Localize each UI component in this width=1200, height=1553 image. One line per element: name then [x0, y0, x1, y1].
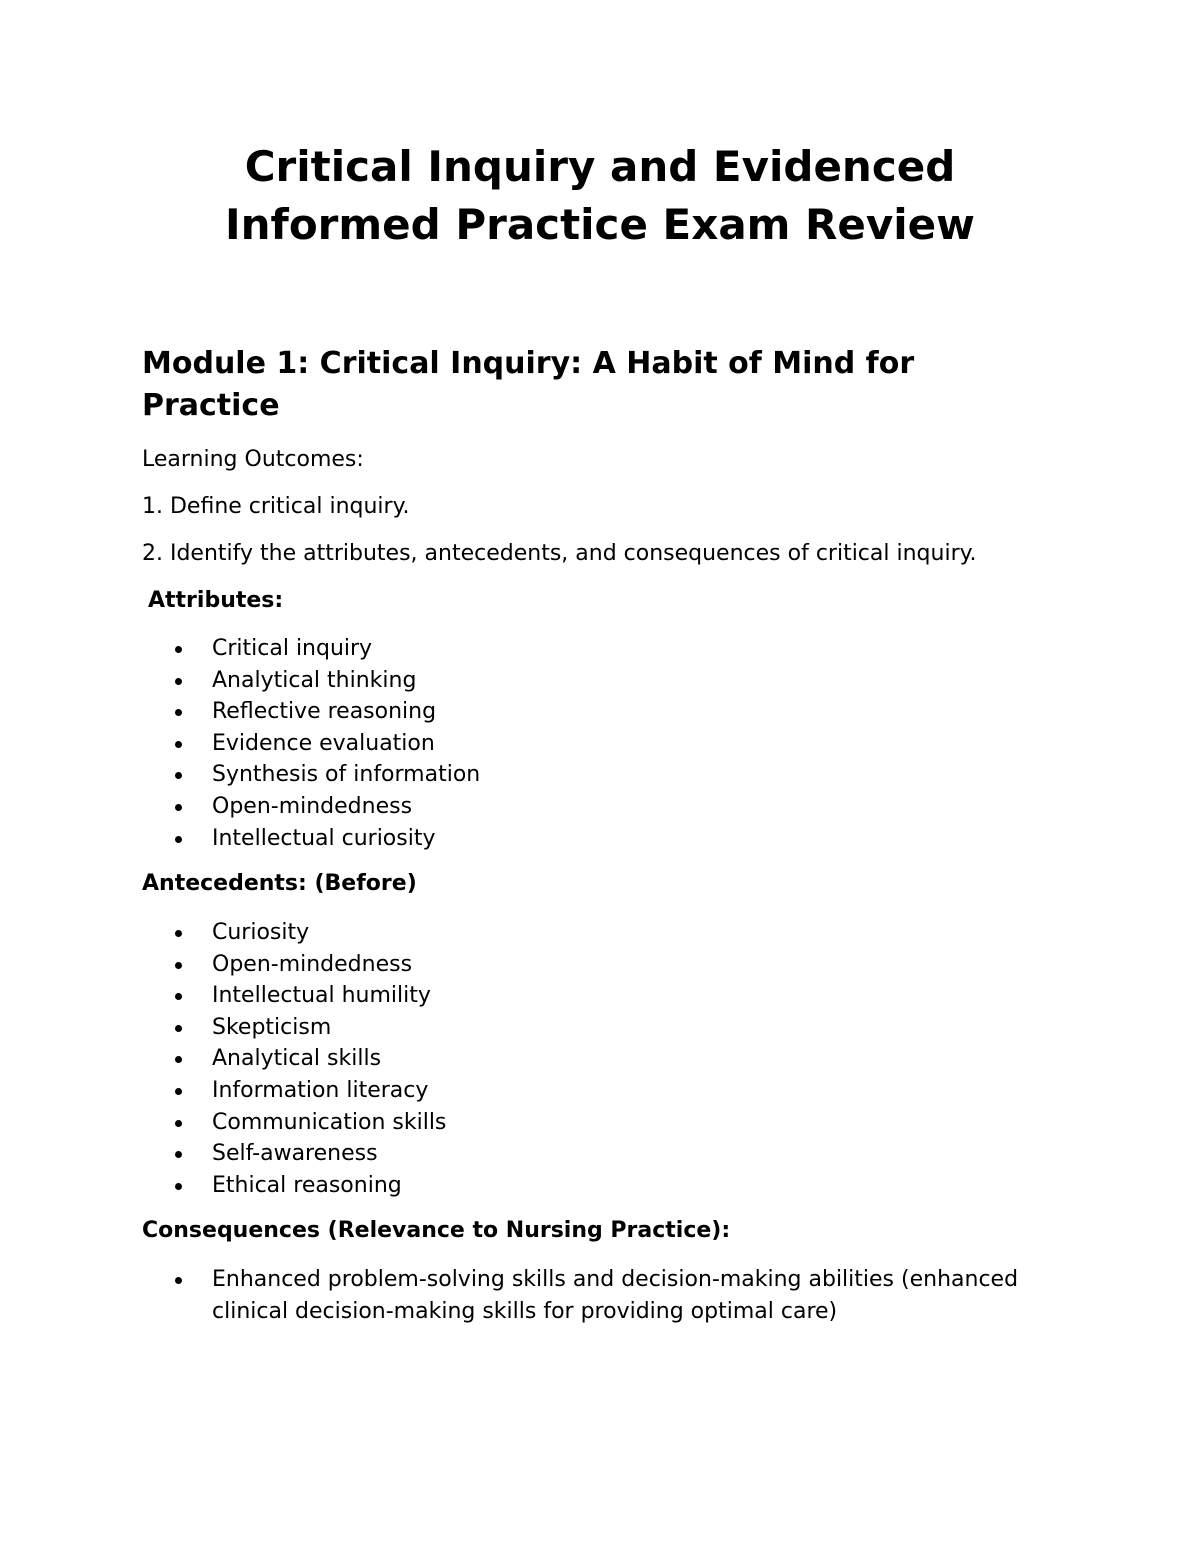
list-item: [142, 791, 480, 823]
document-title-line-2: Informed Practice Exam Review: [225, 200, 975, 249]
list-item: [142, 1107, 446, 1139]
learning-outcome-1: 1. Define critical inquiry.: [142, 494, 410, 519]
bullet-icon: [175, 930, 182, 937]
list-item-text: Evidence evaluation: [212, 730, 435, 756]
document-title-line-1: Critical Inquiry and Evidenced: [244, 142, 956, 191]
list-item: [142, 917, 446, 949]
attributes-list: [142, 633, 480, 854]
list-item: [142, 665, 480, 697]
attributes-label: Attributes:: [148, 588, 284, 613]
list-item: [142, 949, 446, 981]
bullet-icon: [175, 962, 182, 969]
antecedents-list: [142, 917, 446, 1201]
bullet-icon: [175, 1151, 182, 1158]
consequences-list: [142, 1264, 1042, 1327]
bullet-icon: [175, 804, 182, 811]
bullet-icon: [175, 993, 182, 1000]
list-item-text: Critical inquiry: [212, 636, 373, 661]
list-item-text: Synthesis of information: [212, 762, 481, 788]
bullet-icon: [175, 741, 182, 748]
list-item: [142, 823, 480, 855]
list-item: [142, 1075, 446, 1107]
bullet-icon: [175, 678, 182, 685]
list-item: [142, 759, 480, 791]
bullet-icon: [175, 709, 182, 716]
consequences-label: Consequences (Relevance to Nursing Practice):: [142, 1218, 731, 1243]
list-item-text: Open-mindedness: [212, 793, 413, 819]
list-item: [142, 1138, 446, 1170]
list-item: [142, 1043, 446, 1075]
bullet-icon: [175, 1025, 182, 1032]
bullet-icon: [175, 1183, 182, 1190]
list-item-text: Reflective reasoning: [212, 699, 437, 725]
module-1-heading-line-1: Module 1: Critical Inquiry: A Habit of Mind for: [142, 346, 915, 381]
list-item: [142, 633, 480, 665]
list-item-text: Ethical reasoning: [212, 1172, 402, 1198]
bullet-icon: [175, 836, 182, 843]
list-item-text: Information literacy: [212, 1077, 429, 1103]
learning-outcome-2: 2. Identify the attributes, antecedents, and consequences of critical inquiry.: [142, 541, 977, 566]
list-item: [142, 696, 480, 728]
list-item-text: Analytical thinking: [212, 667, 417, 693]
list-item: [142, 1264, 1042, 1327]
list-item: [142, 1012, 446, 1044]
list-item-text: Open-mindedness: [212, 951, 413, 977]
antecedents-label: Antecedents: (Before): [142, 871, 417, 896]
list-item-text: Analytical skills: [212, 1046, 382, 1072]
list-item-text: Intellectual humility: [212, 983, 431, 1009]
bullet-icon: [175, 1088, 182, 1095]
module-1-heading-line-2: Practice: [142, 388, 280, 423]
list-item: [142, 1170, 446, 1202]
bullet-icon: [175, 1120, 182, 1127]
list-item: [142, 728, 480, 760]
list-item-text: Intellectual curiosity: [212, 825, 436, 851]
list-item: [142, 980, 446, 1012]
module-1-heading: [142, 343, 1102, 427]
list-item-text: Self-awareness: [212, 1141, 378, 1167]
list-item-text: Enhanced problem-solving skills and decision-making abilities (enhanced clinical decision-making skills for providing optimal care): [212, 1267, 1019, 1324]
bullet-icon: [175, 772, 182, 779]
document-title: [0, 138, 1200, 254]
list-item-text: Curiosity: [212, 920, 310, 945]
bullet-icon: [175, 1277, 182, 1284]
learning-outcomes-label: Learning Outcomes:: [142, 447, 364, 472]
list-item-text: Skepticism: [212, 1014, 332, 1040]
bullet-icon: [175, 1056, 182, 1063]
list-item-text: Communication skills: [212, 1109, 447, 1135]
bullet-icon: [175, 646, 182, 653]
